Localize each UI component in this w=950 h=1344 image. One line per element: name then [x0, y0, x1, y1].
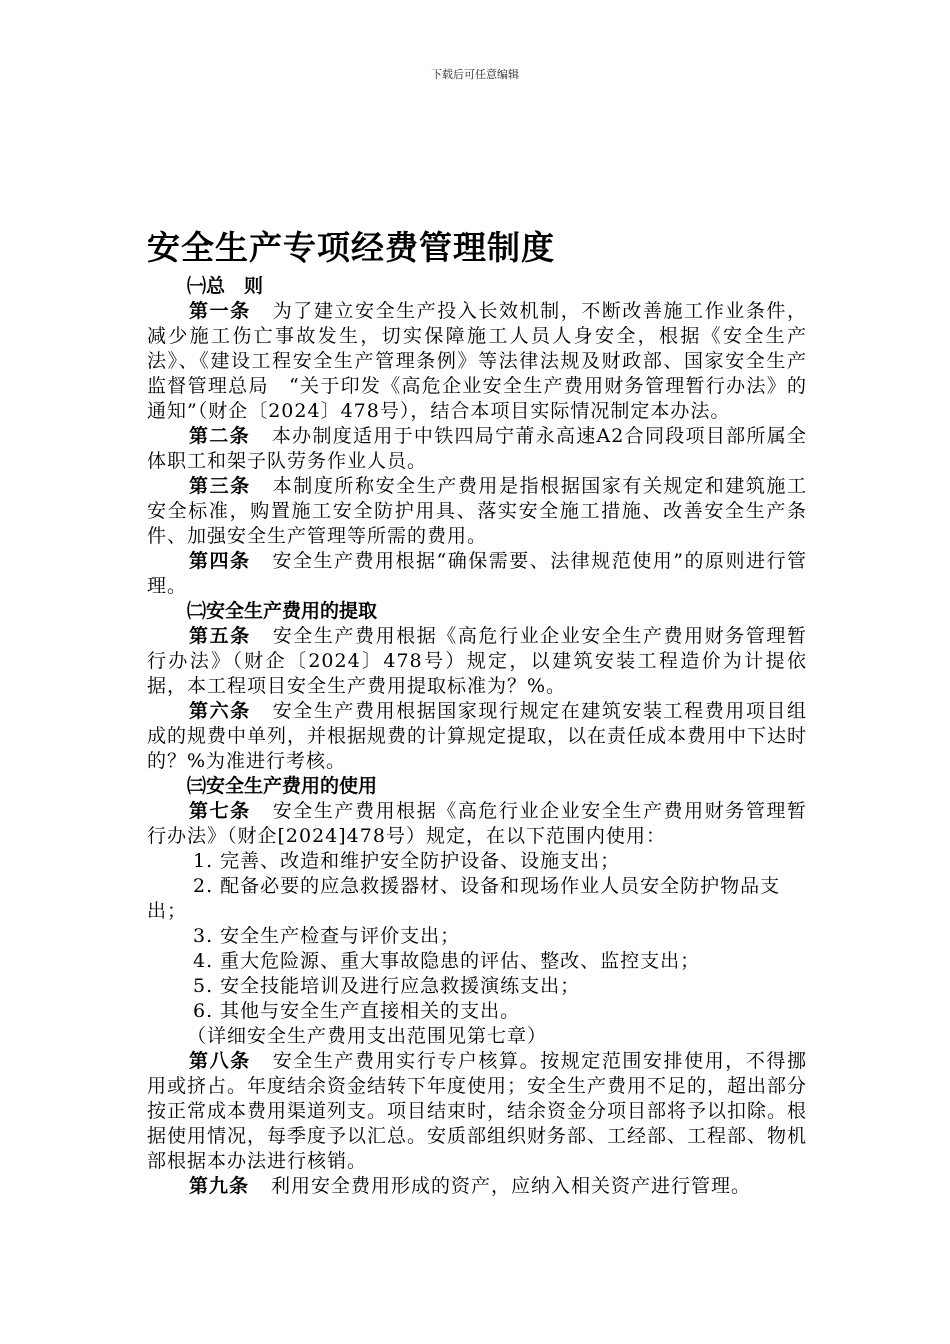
article-label: 第四条	[189, 550, 251, 572]
header-note: 下载后可任意编辑	[431, 68, 519, 81]
article-text: 安全生产费用根据《高危行业企业安全生产费用财务管理暂行办法》（财企〔2024〕478号）规定，以建筑安装工程造价为计提依据，本工程项目安全生产费用提取标准为？%。	[147, 625, 807, 697]
list-item: 1. 完善、改造和维护安全防护设备、设施支出；	[193, 850, 621, 872]
article-label: 第三条	[189, 475, 251, 497]
list-item: 2. 配备必要的应急救援器材、设备和现场作业人员安全防护物品支出；	[147, 875, 781, 922]
article-label: 第八条	[189, 1050, 251, 1072]
article-text: 安全生产费用实行专户核算。按规定范围安排使用，不得挪用或挤占。年度结余资金结转下年度使用；安全生产费用不足的，超出部分按正常成本费用渠道列支。项目结束时，结余资金分项目部将予以扣除。根据使用情况，每季度予以汇总。安质部组织财务部、工经部、工程部、物机部根据本办法进行核销。	[147, 1050, 808, 1172]
list-item: 3. 安全生产检查与评价支出；	[193, 925, 461, 947]
article-text: 本制度所称安全生产费用是指根据国家有关规定和建筑施工安全标准，购置施工安全防护用具、落实安全施工措施、改善安全生产条件、加强安全生产管理等所需的费用。	[147, 475, 807, 547]
section-heading-extraction: ㈡安全生产费用的提取	[187, 600, 378, 622]
article-9	[147, 1174, 807, 1199]
article-5	[147, 624, 807, 699]
article-8	[147, 1049, 807, 1174]
document-title: 安全生产专项经费管理制度	[147, 228, 555, 267]
article-label: 第五条	[189, 625, 251, 647]
article-text: 为了建立安全生产投入长效机制，不断改善施工作业条件，减少施工伤亡事故发生，切实保障施工人员人身安全，根据《安全生产法》、《建设工程安全生产管理条例》等法律法规及财政部、国家安全生产监督管理总局 “关于印发《高危企业安全生产费用财务管理暂行办法》的通知”（财企〔2024〕478号），结合本项目实际情况制定本办法。	[147, 300, 807, 422]
article-text: 利用安全费用形成的资产，应纳入相关资产进行管理。	[271, 1175, 752, 1197]
article-label: 第七条	[189, 800, 251, 822]
article-2	[147, 424, 807, 474]
article-7	[147, 799, 807, 849]
article-text: 安全生产费用根据《高危行业企业安全生产费用财务管理暂行办法》（财企[2024]478号）规定，在以下范围内使用：	[147, 800, 807, 847]
section-heading-general: ㈠总 则	[187, 275, 264, 297]
article-text: 本办制度适用于中铁四局宁莆永高速A2合同段项目部所属全体职工和架子队劳务作业人员。	[147, 425, 807, 472]
article-4	[147, 549, 807, 599]
list-item: 5. 安全技能培训及进行应急救援演练支出；	[193, 975, 581, 997]
article-text: 安全生产费用根据“确保需要、法律规范使用”的原则进行管理。	[147, 550, 807, 597]
article-label: 第二条	[189, 425, 250, 447]
article-label: 第六条	[189, 700, 251, 722]
document-body	[147, 222, 807, 1199]
article-3	[147, 474, 807, 549]
list-item: 6. 其他与安全生产直接相关的支出。	[193, 1000, 521, 1022]
range-note: （详细安全生产费用支出范围见第七章）	[187, 1025, 548, 1047]
article-label: 第九条	[189, 1175, 250, 1197]
list-item: 4. 重大危险源、重大事故隐患的评估、整改、监控支出；	[193, 950, 701, 972]
section-heading-usage: ㈢安全生产费用的使用	[187, 775, 378, 797]
article-6	[147, 699, 807, 774]
article-1	[147, 299, 807, 424]
article-label: 第一条	[189, 300, 251, 322]
article-text: 安全生产费用根据国家现行规定在建筑安装工程费用项目组成的规费中单列，并根据规费的计算规定提取，以在责任成本费用中下达时的？%为准进行考核。	[147, 700, 808, 772]
